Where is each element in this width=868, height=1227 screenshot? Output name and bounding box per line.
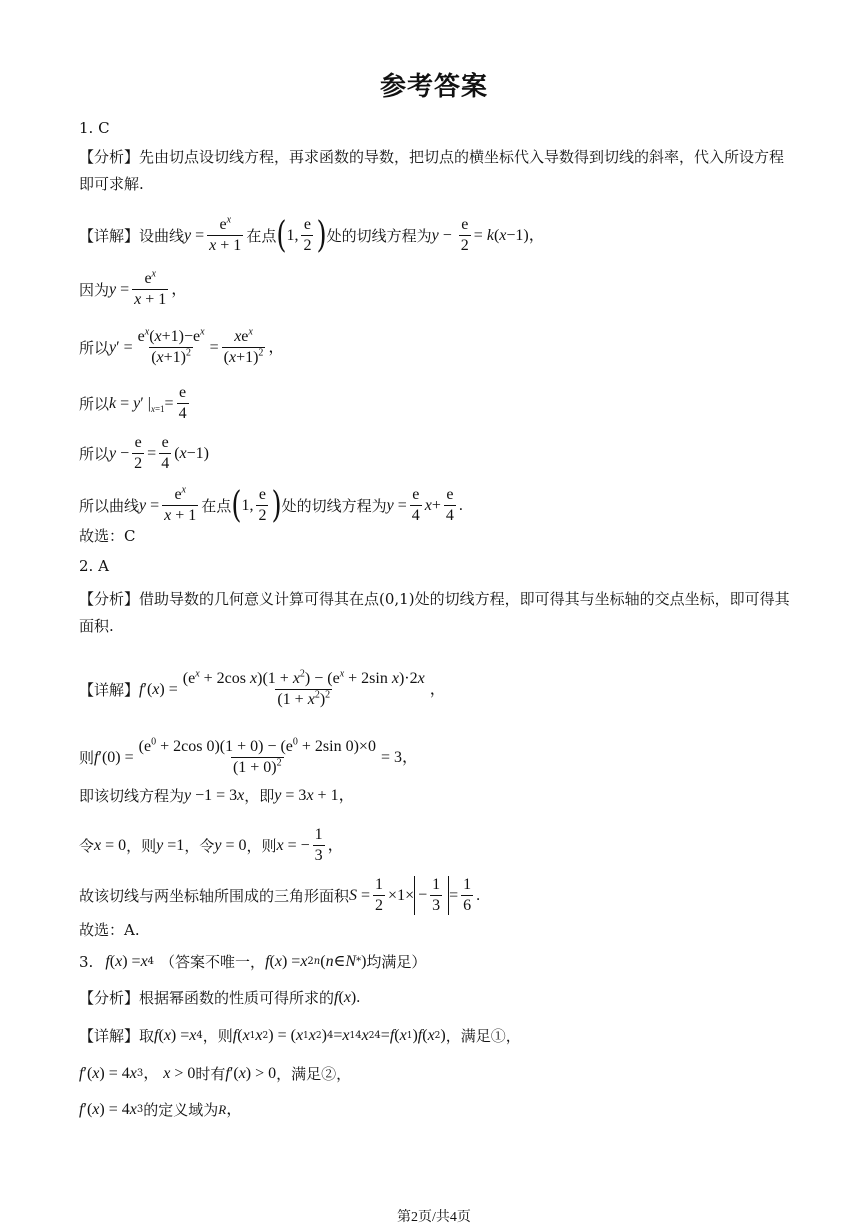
q2-detail-line: 【详解】 f ′( x ) = $\frac{(e^x + 2\cos x)(1 + x^2) - (e^x + 2\sin x)\cdot 2x}{(1 + x^2)^2}$ ， [79, 668, 446, 708]
q3-derivative-line: f ′( x ) = 4 x 3 ， x > 0 时有 f ′( x ) > 0 ，满足②， [79, 1065, 352, 1083]
q1-answer: 1. C [79, 119, 110, 137]
q1-choose: 故选：C [79, 527, 136, 545]
q3-analysis: 【分析】 根据幂函数的性质可得所求的 f ( x ). [79, 989, 361, 1007]
q1-because-line: 因为 y = $\frac{e^x}{x + 1}$ ， [79, 268, 188, 308]
q1-slope-line: 所以 k = y ′ $|_{x=1}=$ $\frac{e}{4}$ [79, 384, 187, 422]
q1-tangent-line: 所以 y − $\frac{e}{2}$ = $\frac{e}{4}$ ( x −1) [79, 434, 209, 472]
q1-result-line: 所以曲线 y = $\frac{e^x}{x + 1}$ 在点 ( 1, $\frac{e}{2}$ ) 处的切线方程为 y = $\frac{e}{4}$ x + $\frac{e}{4}$ . [79, 484, 463, 527]
q2-value-line: 则 f ′(0) = $\frac{(e^0 + 2\cos 0)(1 + 0) - (e^0 + 2\sin 0)\times 0}{(1 + 0)^2}$ = 3， [79, 736, 418, 776]
q2-intercepts-line: 令 x = 0 ，则 y =1 ，令 y = 0 ，则 x = − $\frac{1}{3}$ ， [79, 826, 344, 864]
q1-analysis: 【分析】先由切点设切线方程，再求函数的导数，把切点的横坐标代入导数得到切线的斜率，代入所设方程即可求解. [79, 148, 785, 193]
q2-area-line: 故该切线与两坐标轴所围成的三角形面积 S = $\frac{1}{2}$ ×1× − $\frac{1}{3}$ = $\frac{1}{6}$ . [79, 876, 481, 914]
q3-answer: 3. f ( x ) = x 4 （答案不唯一， f ( x ) = x 2n ( n ∈ N * ) 均满足） [79, 953, 427, 971]
q3-domain-line: f ′( x ) = 4 x 3 的定义域为 R ， [79, 1101, 243, 1119]
q2-choose: 故选：A. [79, 921, 140, 939]
q1-detail-line: 【详解】 设曲线 y = $\frac{e^x}{x + 1}$ 在点 ( 1, $\frac{e}{2}$ ) 处的切线方程为 y − $\frac{e}{2}$ = k ( x −1)， [79, 214, 545, 257]
q2-answer: 2. A [79, 557, 109, 575]
q1-derivative-line: 所以 y ′ = $\frac{e^x(x+1)-e^x}{(x+1)^2}$ = $\frac{xe^x}{(x+1)^2}$ ， [79, 326, 285, 366]
page-title: 参考答案 [379, 72, 488, 102]
q2-tangent-line: 即该切线方程为 y −1 = 3 x ，即 y = 3 x + 1， [79, 787, 355, 805]
q2-analysis: 【分析】借助导数的几何意义计算可得其在点(0,1)处的切线方程，即可得其与坐标轴的交点坐标，即可得其面积. [79, 590, 790, 635]
q3-detail-line: 【详解】 取 f ( x ) = x 4 ，则 f ( x 1 x 2 ) = ( x 1 x 2 ) 4 = x 1 4 x 2 4 = f ( x 1 ) f ( x 2 ) ，满足①， [79, 1027, 521, 1045]
page-footer: 第2页/共4页 [397, 1210, 471, 1225]
